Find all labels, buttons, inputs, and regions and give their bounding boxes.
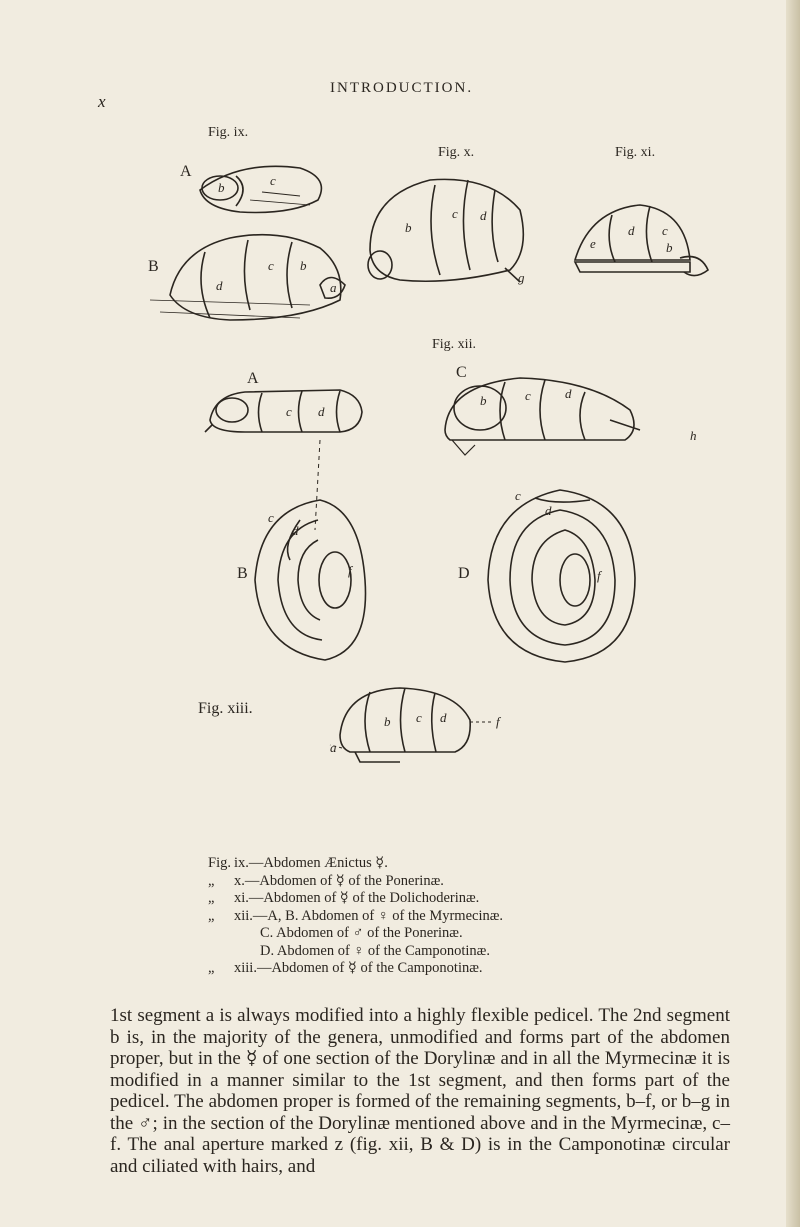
seg-b-xi: b <box>666 240 673 255</box>
label-A-ix: A <box>180 163 192 180</box>
figure-caption <box>208 855 728 978</box>
seg-f-xiiB: f <box>348 563 352 578</box>
seg-d-xiiC: d <box>565 386 572 401</box>
caption-line: C. Abdomen of ♂ of the Ponerinæ. <box>260 925 463 941</box>
seg-d-xi: d <box>628 223 635 238</box>
seg-b-ix: b <box>218 180 225 195</box>
seg-c-x: c <box>452 206 458 221</box>
seg-b-xiii: b <box>384 714 391 729</box>
seg-f-xiiD: f <box>597 568 601 583</box>
seg-b2-ix: b <box>300 258 307 273</box>
caption-line: „ x.—Abdomen of ☿ of the Ponerinæ. <box>208 872 444 889</box>
fig-xii-a-drawing <box>205 390 362 432</box>
seg-c-ix: c <box>270 173 276 188</box>
seg-d-ix: d <box>216 278 223 293</box>
caption-line: „ xiii.—Abdomen of ☿ of the Camponotinæ. <box>208 960 483 976</box>
fig-xiii-drawing <box>330 688 492 762</box>
seg-b-x: b <box>405 220 412 235</box>
seg-c-xiiB: c <box>268 510 274 525</box>
caption-line: „ xi.—Abdomen of ☿ of the Dolichoderinæ. <box>208 890 480 906</box>
fig-xii-d-drawing <box>488 490 635 662</box>
caption-line: D. Abdomen of ♀ of the Camponotinæ. <box>260 942 490 959</box>
seg-c2-ix: c <box>268 258 274 273</box>
fig-xi-label: Fig. xi. <box>615 145 656 160</box>
caption-line: Fig. ix.—Abdomen Ænictus ☿. <box>208 855 388 871</box>
running-head: INTRODUCTION. <box>330 80 474 96</box>
fig-xiii-label: Fig. xiii. <box>198 700 253 717</box>
seg-c-xiii: c <box>416 710 422 725</box>
body-paragraph: 1st segment a is always modified into a highly flexible pedicel. The 2nd segment b is, in the majority of the genera, unmodified and forms part of the abdomen proper, but in the ☿ of one section of the Dorylinæ and in all the Myrmecinæ it is modified in a manner similar to the 1st segment, and then forms part of the pedicel. The abdomen proper is formed of the remaining segments, b–f, or b–g in the ♂; in the section of the Dorylinæ mentioned above and in the Myrmecinæ, c–f. The anal aperture marked z (fig. xii, B & D) is in the Camponotinæ circular and ciliated with hairs, and <box>110 1005 730 1177</box>
seg-d-xiiB: d <box>292 523 299 538</box>
label-A-xii: A <box>247 370 259 387</box>
seg-h-xiiC: h <box>690 428 697 443</box>
seg-d-xiii: d <box>440 710 447 725</box>
fig-x-drawing <box>368 179 523 282</box>
seg-e-xi: e <box>590 236 596 251</box>
caption-line: „ xii.—A, B. Abdomen of ♀ of the Myrmecinæ. <box>208 907 504 924</box>
fig-ix-b-drawing <box>150 235 345 320</box>
label-D-xii: D <box>458 565 470 582</box>
label-B-ix: B <box>148 258 159 275</box>
fig-xii-c-drawing <box>445 378 640 455</box>
page-number: x <box>98 92 106 111</box>
seg-d-x: d <box>480 208 487 223</box>
seg-f-xiii: f <box>496 714 500 729</box>
seg-d-xiiD: d <box>545 503 552 518</box>
seg-g-x: g <box>518 270 525 285</box>
seg-b-xiiC: b <box>480 393 487 408</box>
fig-x-label: Fig. x. <box>438 145 475 160</box>
label-C-xii: C <box>456 364 467 381</box>
fig-xii-label: Fig. xii. <box>432 337 476 352</box>
label-B-xii: B <box>237 565 248 582</box>
seg-a-ix: a <box>330 280 337 295</box>
fig-ix-label: Fig. ix. <box>208 125 249 140</box>
seg-c-xiiD: c <box>515 488 521 503</box>
seg-c-xi: c <box>662 223 668 238</box>
seg-c-xiiA: c <box>286 404 292 419</box>
seg-c-xiiC: c <box>525 388 531 403</box>
seg-a-xiii: a <box>330 740 337 755</box>
seg-d-xiiA: d <box>318 404 325 419</box>
